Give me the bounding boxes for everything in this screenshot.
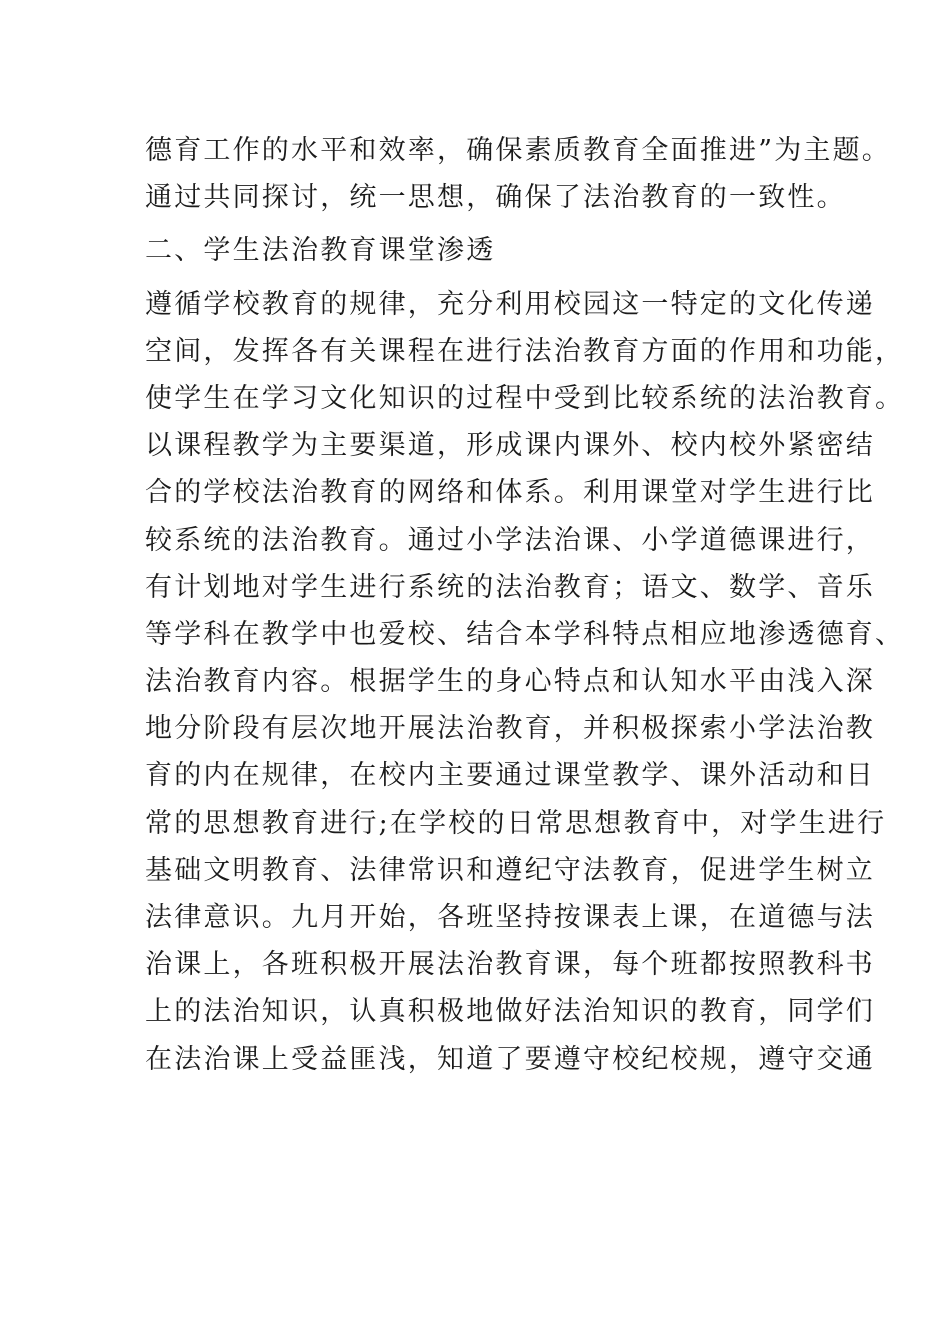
paragraph-line: 较系统的法治教育。通过小学法治课、小学道德课进行， [145, 524, 875, 556]
paragraph-line: 在法治课上受益匪浅，知道了要遵守校纪校规，遵守交通 [145, 1043, 875, 1075]
paragraph-line: 育的内在规律，在校内主要通过课堂教学、课外活动和日 [145, 760, 875, 792]
paragraph-line: 常的思想教育进行;在学校的日常思想教育中，对学生进行 [145, 807, 887, 839]
paragraph-line: 通过共同探讨，统一思想，确保了法治教育的一致性。 [145, 182, 846, 214]
paragraph-line: 地分阶段有层次地开展法治教育，并积极探索小学法治教 [145, 713, 875, 745]
paragraph-line: 等学科在教学中也爱校、结合本学科特点相应地渗透德育、 [145, 618, 905, 650]
paragraph-line: 合的学校法治教育的网络和体系。利用课堂对学生进行比 [145, 477, 875, 509]
paragraph-line: 基础文明教育、法律常识和遵纪守法教育，促进学生树立 [145, 854, 875, 886]
paragraph-line: 使学生在学习文化知识的过程中受到比较系统的法治教育。 [145, 382, 905, 414]
document-body [145, 127, 905, 1083]
paragraph-line: 有计划地对学生进行系统的法治教育；语文、数学、音乐 [145, 571, 875, 603]
paragraph-line: 治课上，各班积极开展法治教育课，每个班都按照教科书 [145, 949, 875, 981]
paragraph-line: 遵循学校教育的规律，充分利用校园这一特定的文化传递 [145, 288, 875, 320]
paragraph-line: 法律意识。九月开始，各班坚持按课表上课，在道德与法 [145, 902, 875, 933]
paragraph-line: 德育工作的水平和效率，确保素质教育全面推进”为主题。 [145, 135, 892, 166]
paragraph-line: 以课程教学为主要渠道，形成课内课外、校内校外紧密结 [145, 430, 875, 462]
section-heading: 二、学生法治教育课堂渗透 [145, 235, 496, 267]
paragraph-line: 空间，发挥各有关课程在进行法治教育方面的作用和功能， [145, 335, 905, 367]
paragraph-line: 上的法治知识，认真积极地做好法治知识的教育，同学们 [145, 996, 875, 1028]
paragraph-line: 法治教育内容。根据学生的身心特点和认知水平由浅入深 [145, 666, 875, 698]
